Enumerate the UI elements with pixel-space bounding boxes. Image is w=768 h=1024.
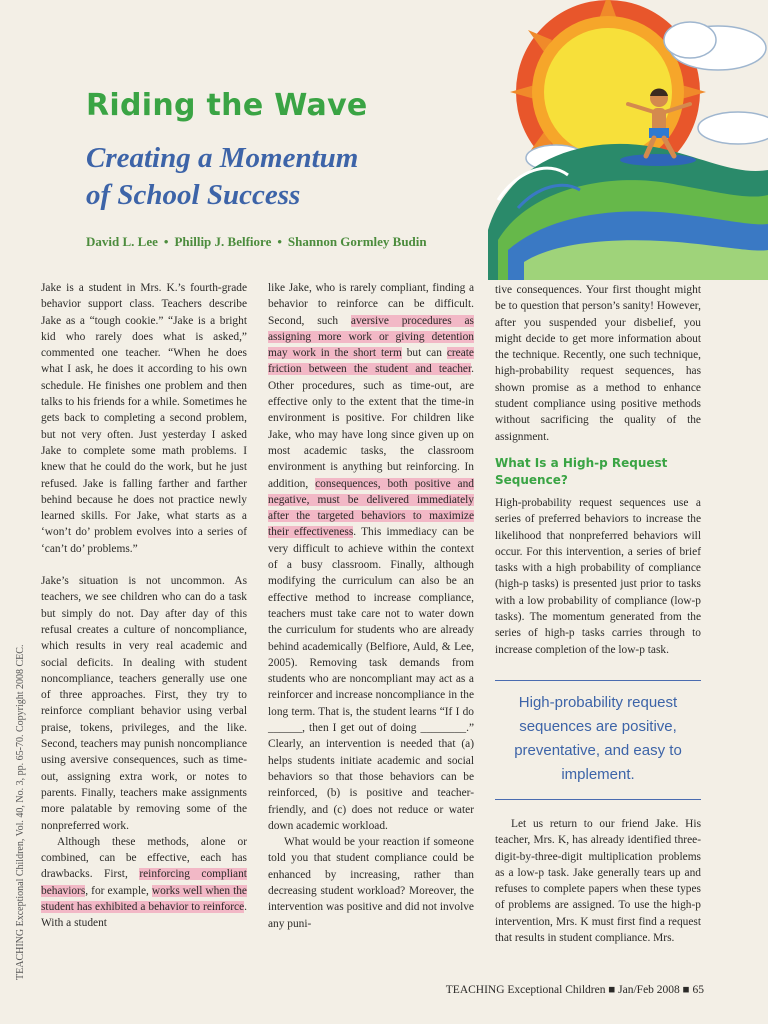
pull-quote: High-probability request sequences are positive, preventative, and easy to implement.	[495, 680, 701, 800]
highlighted-text: reinforcing compliant behaviors	[41, 868, 247, 897]
author-separator: •	[277, 234, 282, 249]
text-run: Although these methods, alone or combined, can be effective, each has drawbacks. First,	[41, 835, 247, 881]
text-run: . Other procedures, such as time-out, are effective only to the extent that the time-in environment is positive. For children like Jake, who may have long since given up on most academic tasks, the classroom environment is anything but reinforcing. In addition,	[268, 363, 474, 490]
text-run: but can	[401, 347, 447, 360]
text-run: . This immediacy can be very difficult to achieve within the context of a busy classroom. Finally, although modifying the curriculum can also be an effective method to increase compliance, teachers must take care not to water down the curriculum for students who are already behind academically (Belfiore, Auld, & Lee, 2005). Removing task demands from students who are noncompliant may act as a reinforcer and increase noncompliance in the long term. That is, the student learns “If I do ______, then I get out of doing ________.” Clearly, an intervention is needed that (a) helps students initiate academic and social behaviors so that those behaviors can be reinforced, (b) is positive and teacher-friendly, and (c) does not reduce or water down academic workload.	[268, 526, 475, 832]
highlighted-text: consequences, both positive and negative, must be delivered immediately after the targeted behaviors to maximize their effectiveness	[268, 477, 474, 539]
page-footer: TEACHING Exceptional Children ■ Jan/Feb 2008 ■ 65	[445, 984, 704, 996]
subtitle-line-2: of School Success	[86, 179, 301, 211]
body-paragraph: tive consequences. Your first thought might be to question that person’s sanity! However, after you suspended your disbelief, you might decide to get more information about the technique. Recently, one such technique, high-probability request sequences, has shown promise as a method to enhance student compliance using positive methods without sacrificing the quality of the assignment.	[495, 284, 701, 443]
text-column-2	[268, 280, 474, 932]
section-heading: What Is a High-p Request Sequence?	[495, 455, 668, 487]
text-run: like Jake, who is rarely compliant, finding a behavior to reinforce can be difficult. Second, such	[268, 282, 474, 327]
copyright-text: TEACHING Exceptional Children, Vol. 40, No. 3, pp. 65-70. Copyright 2008 CEC.	[15, 644, 26, 980]
author-name: David L. Lee	[86, 234, 158, 249]
article-subtitle	[86, 140, 426, 214]
article-title: Riding the Wave	[86, 88, 368, 123]
highlighted-text: aversive procedures as assigning more work or giving detention may work in the short term	[268, 314, 474, 360]
body-paragraph: Let us return to our friend Jake. His teacher, Mrs. K, has already identified three-digit-by-three-digit multiplication problems as a low-p task. Jake generally tears up and refuses to complete papers when these types of problems are assigned. To use the high-p intervention, Mrs. K must first find a request that results in student compliance. Mrs.	[495, 817, 701, 945]
text-run: , for example,	[85, 884, 152, 897]
surfing-illustration	[468, 0, 768, 280]
body-paragraph: Jake’s situation is not uncommon. As teachers, we see children who can do a task but simply do not. Day after day of this refusal creates a culture of noncompliance, which results in very real academic and social deficits. In dealing with student noncompliance, teachers generally use one of three approaches. First, they try to reinforce compliant behavior using verbal praise, tokens, privileges, and the like. Second, teachers may punish noncompliance using aversive consequences, such as time-out, assigning extra work, or notes to parents. Finally, teachers make assignments more palatable by removing some of the nonpreferred work.	[41, 575, 247, 832]
body-paragraph: What would be your reaction if someone told you that student compliance could be enhanced by increasing, rather than decreasing student workload? Moreover, the intervention was positive and did not involve any puni-	[268, 836, 474, 930]
body-paragraph	[41, 834, 247, 932]
body-paragraph: High-probability request sequences use a series of preferred behaviors to increase the likelihood that nonpreferred behaviors will occur. For this intervention, a series of brief tasks with a high probability of compliance (high-p tasks) is presented just prior to tasks with a low probability of compliance (low-p tasks). The momentum generated from the series of high-p tasks carries through to increase completion of the low-p task.	[495, 496, 701, 656]
body-paragraph: Jake is a student in Mrs. K.’s fourth-grade behavior support class. Teachers describe Jake as a “tough cookie.” “Jake is a bright kid who rarely does what is asked,” commented one teacher. “When he does what I ask, he does it according to his own schedule. He finishes one problem and then talks to his friends for a while. Sometimes he gets back to completing a second problem, but not very often. Just yesterday I asked Jake to complete some math problems. I knew that he could do the work, but he just refused. Jake is falling farther and farther behind because he does not practice newly learned skills. For Jake, what starts as a ‘won’t do’ problem evolves into a series of ‘can’t do’ problems.”	[41, 282, 247, 555]
author-byline	[86, 234, 427, 250]
text-run: . With a student	[41, 900, 247, 930]
author-name: Shannon Gormley Budin	[287, 234, 427, 249]
author-separator: •	[163, 234, 169, 249]
text-column-3	[495, 282, 701, 946]
copyright-margin-note	[8, 620, 28, 980]
subtitle-line-1: Creating a Momentum	[86, 142, 359, 174]
highlighted-text: create friction between the student and teacher	[268, 347, 474, 376]
body-paragraph	[268, 280, 474, 834]
author-name: Phillip J. Belfiore	[174, 234, 272, 249]
highlighted-text: works well when the student has exhibited a behavior to reinforce	[41, 884, 247, 913]
text-column-1	[41, 280, 247, 932]
